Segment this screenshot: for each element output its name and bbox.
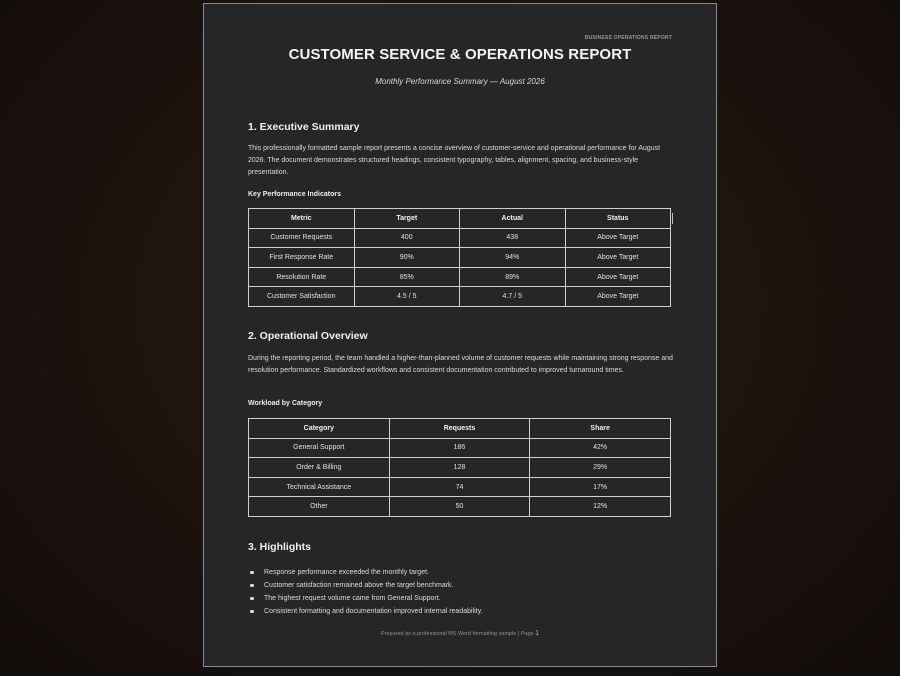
table-row [249, 287, 671, 307]
document-page [203, 3, 717, 667]
table-cell: 400 [354, 228, 460, 248]
table-cell: Customer Requests [249, 228, 355, 248]
table-cell: 94% [460, 248, 566, 268]
table-cell: 50 [389, 497, 530, 517]
table-header-cell: Status [565, 209, 671, 229]
table-header-cell: Share [530, 419, 671, 439]
table-row [249, 497, 671, 517]
table-cell: 4.5 / 5 [354, 287, 460, 307]
table-cell: 17% [530, 477, 671, 497]
table-row [249, 458, 671, 478]
page-number: 1 [535, 630, 540, 637]
table-cell: 90% [354, 248, 460, 268]
table-cell: 29% [530, 458, 671, 478]
text-cursor [672, 213, 673, 224]
kpi-table-title: Key Performance Indicators [248, 191, 341, 198]
highlights-list [248, 566, 483, 618]
executive-summary-paragraph: This professionally formatted sample report presents a concise overview of customer-service and operational performance for August 2026. The document demonstrates structured headings, consistent typography, tables, alignment, spacing, and business-style presentation. [248, 145, 661, 176]
section-heading-operational-overview: 2. Operational Overview [248, 330, 368, 342]
table-cell: 4.7 / 5 [460, 287, 566, 307]
table-cell: Above Target [565, 267, 671, 287]
table-cell: Resolution Rate [249, 267, 355, 287]
table-cell: 85% [354, 267, 460, 287]
section-heading-highlights: 3. Highlights [248, 541, 311, 553]
kpi-table [248, 208, 671, 307]
list-item-text: Consistent formatting and documentation improved internal readability. [264, 608, 483, 615]
list-item-text: Response performance exceeded the monthly target. [264, 569, 429, 576]
list-item [248, 566, 483, 579]
table-header-cell: Metric [249, 209, 355, 229]
table-cell: 74 [389, 477, 530, 497]
table-cell: Above Target [565, 248, 671, 268]
table-cell: 438 [460, 228, 566, 248]
operational-overview-paragraph: During the reporting period, the team handled a higher-than-planned volume of customer requests while maintaining strong response and resolution performance. Standardized workflows and consistent documentation contributed to improved turnaround times. [248, 355, 673, 374]
table-cell: 186 [389, 438, 530, 458]
table-cell: Order & Billing [249, 458, 390, 478]
workload-table-title: Workload by Category [248, 400, 323, 407]
table-cell: 89% [460, 267, 566, 287]
table-cell: Other [249, 497, 390, 517]
table-header-cell: Category [249, 419, 390, 439]
table-cell: Above Target [565, 287, 671, 307]
table-header-cell: Actual [460, 209, 566, 229]
table-row [249, 267, 671, 287]
table-row [249, 438, 671, 458]
document-title: CUSTOMER SERVICE & OPERATIONS REPORT [288, 46, 632, 63]
table-header-row [249, 209, 671, 229]
table-row [249, 477, 671, 497]
list-item-text: The highest request volume came from General Support. [264, 595, 441, 602]
section-heading-executive-summary: 1. Executive Summary [248, 121, 360, 133]
table-cell: Customer Satisfaction [249, 287, 355, 307]
footer-text: Prepared as a professional MS Word formatting sample | Page [380, 631, 534, 637]
list-item [248, 592, 483, 605]
table-header-cell: Target [354, 209, 460, 229]
list-item-text: Customer satisfaction remained above the target benchmark. [264, 582, 454, 589]
list-item [248, 605, 483, 618]
bullet-icon [250, 584, 254, 588]
table-cell: 42% [530, 438, 671, 458]
bullet-icon [250, 571, 254, 575]
document-subtitle: Monthly Performance Summary — August 2026 [375, 77, 545, 86]
table-cell: Above Target [565, 228, 671, 248]
table-cell: 12% [530, 497, 671, 517]
table-cell: First Response Rate [249, 248, 355, 268]
table-cell: Technical Assistance [249, 477, 390, 497]
table-cell: General Support [249, 438, 390, 458]
header-tag: BUSINESS OPERATIONS REPORT [584, 35, 672, 41]
bullet-icon [250, 597, 254, 601]
table-row [249, 248, 671, 268]
bullet-icon [250, 610, 254, 614]
table-header-row [249, 419, 671, 439]
table-cell: 128 [389, 458, 530, 478]
table-header-cell: Requests [389, 419, 530, 439]
list-item [248, 579, 483, 592]
page-footer [204, 630, 716, 637]
workload-table [248, 418, 671, 517]
table-row [249, 228, 671, 248]
